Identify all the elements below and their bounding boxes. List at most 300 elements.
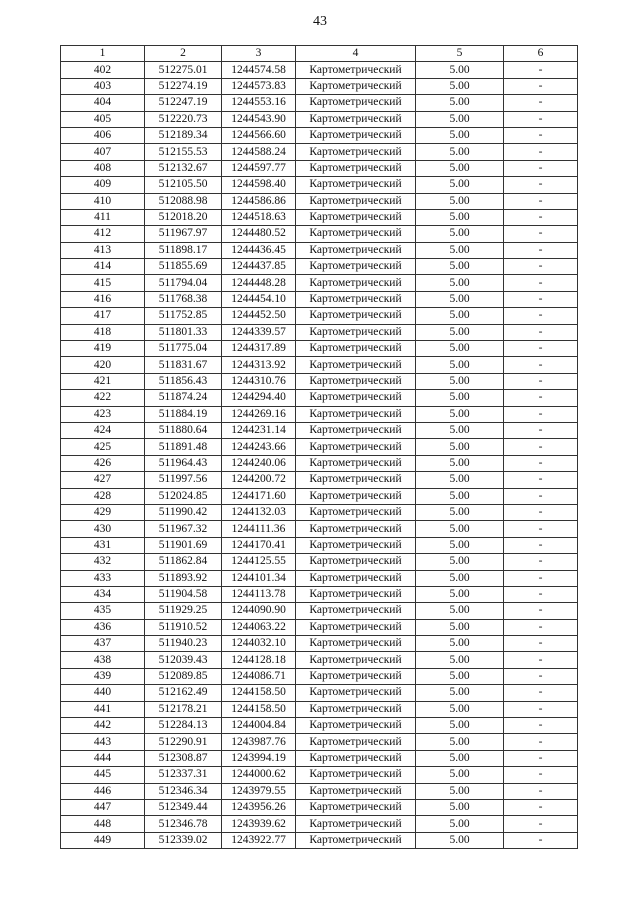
x-coordinate-cell: 511904.58 [145, 586, 222, 602]
accuracy-cell: 5.00 [416, 472, 504, 488]
accuracy-cell: 5.00 [416, 603, 504, 619]
note-cell: - [504, 373, 578, 389]
coordinates-table [60, 45, 578, 849]
x-coordinate-cell: 511775.04 [145, 341, 222, 357]
x-coordinate-cell: 512346.78 [145, 816, 222, 832]
point-number-cell: 436 [61, 619, 145, 635]
accuracy-cell: 5.00 [416, 62, 504, 78]
note-cell: - [504, 144, 578, 160]
note-cell: - [504, 570, 578, 586]
table-row [61, 718, 578, 734]
note-cell: - [504, 685, 578, 701]
table-row [61, 504, 578, 520]
x-coordinate-cell: 511901.69 [145, 537, 222, 553]
y-coordinate-cell: 1244090.90 [222, 603, 296, 619]
point-number-cell: 418 [61, 324, 145, 340]
table-row [61, 799, 578, 815]
x-coordinate-cell: 511856.43 [145, 373, 222, 389]
accuracy-cell: 5.00 [416, 259, 504, 275]
x-coordinate-cell: 511910.52 [145, 619, 222, 635]
table-row [61, 832, 578, 848]
y-coordinate-cell: 1244113.78 [222, 586, 296, 602]
x-coordinate-cell: 512247.19 [145, 95, 222, 111]
accuracy-cell: 5.00 [416, 439, 504, 455]
accuracy-cell: 5.00 [416, 291, 504, 307]
y-coordinate-cell: 1243922.77 [222, 832, 296, 848]
table-row [61, 586, 578, 602]
y-coordinate-cell: 1244480.52 [222, 226, 296, 242]
point-number-cell: 403 [61, 78, 145, 94]
y-coordinate-cell: 1244004.84 [222, 718, 296, 734]
point-number-cell: 428 [61, 488, 145, 504]
y-coordinate-cell: 1244101.34 [222, 570, 296, 586]
table-row [61, 439, 578, 455]
note-cell: - [504, 554, 578, 570]
method-cell: Картометрический [296, 209, 416, 225]
method-cell: Картометрический [296, 95, 416, 111]
method-cell: Картометрический [296, 734, 416, 750]
table-row [61, 324, 578, 340]
note-cell: - [504, 701, 578, 717]
accuracy-cell: 5.00 [416, 718, 504, 734]
table-row [61, 701, 578, 717]
x-coordinate-cell: 511940.23 [145, 636, 222, 652]
point-number-cell: 417 [61, 308, 145, 324]
y-coordinate-cell: 1244000.62 [222, 767, 296, 783]
method-cell: Картометрический [296, 308, 416, 324]
accuracy-cell: 5.00 [416, 177, 504, 193]
note-cell: - [504, 619, 578, 635]
note-cell: - [504, 439, 578, 455]
x-coordinate-cell: 512220.73 [145, 111, 222, 127]
accuracy-cell: 5.00 [416, 78, 504, 94]
point-number-cell: 444 [61, 750, 145, 766]
note-cell: - [504, 78, 578, 94]
table-row [61, 406, 578, 422]
point-number-cell: 402 [61, 62, 145, 78]
accuracy-cell: 5.00 [416, 275, 504, 291]
table-row [61, 144, 578, 160]
x-coordinate-cell: 511893.92 [145, 570, 222, 586]
x-coordinate-cell: 511967.32 [145, 521, 222, 537]
page-number: 43 [313, 14, 327, 29]
x-coordinate-cell: 512308.87 [145, 750, 222, 766]
accuracy-cell: 5.00 [416, 783, 504, 799]
table-row [61, 619, 578, 635]
accuracy-cell: 5.00 [416, 570, 504, 586]
method-cell: Картометрический [296, 111, 416, 127]
method-cell: Картометрический [296, 160, 416, 176]
method-cell: Картометрический [296, 422, 416, 438]
x-coordinate-cell: 512337.31 [145, 767, 222, 783]
x-coordinate-cell: 512089.85 [145, 668, 222, 684]
note-cell: - [504, 291, 578, 307]
point-number-cell: 432 [61, 554, 145, 570]
point-number-cell: 445 [61, 767, 145, 783]
table-row [61, 685, 578, 701]
accuracy-cell: 5.00 [416, 685, 504, 701]
table-row [61, 160, 578, 176]
note-cell: - [504, 816, 578, 832]
y-coordinate-cell: 1244448.28 [222, 275, 296, 291]
method-cell: Картометрический [296, 832, 416, 848]
accuracy-cell: 5.00 [416, 619, 504, 635]
point-number-cell: 439 [61, 668, 145, 684]
note-cell: - [504, 488, 578, 504]
point-number-cell: 419 [61, 341, 145, 357]
x-coordinate-cell: 512162.49 [145, 685, 222, 701]
accuracy-cell: 5.00 [416, 160, 504, 176]
y-coordinate-cell: 1244317.89 [222, 341, 296, 357]
note-cell: - [504, 127, 578, 143]
accuracy-cell: 5.00 [416, 701, 504, 717]
table-row [61, 275, 578, 291]
x-coordinate-cell: 512349.44 [145, 799, 222, 815]
x-coordinate-cell: 512339.02 [145, 832, 222, 848]
accuracy-cell: 5.00 [416, 636, 504, 652]
note-cell: - [504, 160, 578, 176]
accuracy-cell: 5.00 [416, 504, 504, 520]
accuracy-cell: 5.00 [416, 209, 504, 225]
x-coordinate-cell: 511990.42 [145, 504, 222, 520]
method-cell: Картометрический [296, 439, 416, 455]
x-coordinate-cell: 512290.91 [145, 734, 222, 750]
x-coordinate-cell: 512275.01 [145, 62, 222, 78]
header-col-3: 3 [222, 46, 296, 62]
note-cell: - [504, 259, 578, 275]
x-coordinate-cell: 512178.21 [145, 701, 222, 717]
note-cell: - [504, 586, 578, 602]
point-number-cell: 412 [61, 226, 145, 242]
y-coordinate-cell: 1244231.14 [222, 422, 296, 438]
method-cell: Картометрический [296, 291, 416, 307]
method-cell: Картометрический [296, 685, 416, 701]
table-row [61, 603, 578, 619]
note-cell: - [504, 275, 578, 291]
method-cell: Картометрический [296, 767, 416, 783]
x-coordinate-cell: 511964.43 [145, 455, 222, 471]
table-row [61, 636, 578, 652]
point-number-cell: 422 [61, 390, 145, 406]
point-number-cell: 404 [61, 95, 145, 111]
accuracy-cell: 5.00 [416, 422, 504, 438]
y-coordinate-cell: 1244128.18 [222, 652, 296, 668]
y-coordinate-cell: 1243939.62 [222, 816, 296, 832]
y-coordinate-cell: 1244032.10 [222, 636, 296, 652]
accuracy-cell: 5.00 [416, 554, 504, 570]
accuracy-cell: 5.00 [416, 193, 504, 209]
accuracy-cell: 5.00 [416, 652, 504, 668]
y-coordinate-cell: 1244437.85 [222, 259, 296, 275]
x-coordinate-cell: 511855.69 [145, 259, 222, 275]
note-cell: - [504, 504, 578, 520]
point-number-cell: 405 [61, 111, 145, 127]
note-cell: - [504, 390, 578, 406]
x-coordinate-cell: 511880.64 [145, 422, 222, 438]
y-coordinate-cell: 1244566.60 [222, 127, 296, 143]
note-cell: - [504, 472, 578, 488]
y-coordinate-cell: 1244436.45 [222, 242, 296, 258]
y-coordinate-cell: 1244454.10 [222, 291, 296, 307]
y-coordinate-cell: 1244294.40 [222, 390, 296, 406]
y-coordinate-cell: 1244158.50 [222, 701, 296, 717]
x-coordinate-cell: 511768.38 [145, 291, 222, 307]
table-row [61, 422, 578, 438]
table-row [61, 242, 578, 258]
point-number-cell: 410 [61, 193, 145, 209]
accuracy-cell: 5.00 [416, 586, 504, 602]
x-coordinate-cell: 511752.85 [145, 308, 222, 324]
note-cell: - [504, 242, 578, 258]
table-row [61, 750, 578, 766]
point-number-cell: 446 [61, 783, 145, 799]
table-row [61, 488, 578, 504]
method-cell: Картометрический [296, 750, 416, 766]
point-number-cell: 415 [61, 275, 145, 291]
point-number-cell: 430 [61, 521, 145, 537]
y-coordinate-cell: 1244313.92 [222, 357, 296, 373]
method-cell: Картометрический [296, 78, 416, 94]
y-coordinate-cell: 1244086.71 [222, 668, 296, 684]
method-cell: Картометрический [296, 455, 416, 471]
point-number-cell: 433 [61, 570, 145, 586]
point-number-cell: 442 [61, 718, 145, 734]
table-row [61, 668, 578, 684]
x-coordinate-cell: 512018.20 [145, 209, 222, 225]
method-cell: Картометрический [296, 636, 416, 652]
table-row [61, 357, 578, 373]
note-cell: - [504, 455, 578, 471]
method-cell: Картометрический [296, 603, 416, 619]
point-number-cell: 420 [61, 357, 145, 373]
x-coordinate-cell: 511794.04 [145, 275, 222, 291]
table-row [61, 455, 578, 471]
note-cell: - [504, 718, 578, 734]
header-col-2: 2 [145, 46, 222, 62]
x-coordinate-cell: 512105.50 [145, 177, 222, 193]
accuracy-cell: 5.00 [416, 127, 504, 143]
table-row [61, 291, 578, 307]
y-coordinate-cell: 1244574.58 [222, 62, 296, 78]
method-cell: Картометрический [296, 537, 416, 553]
accuracy-cell: 5.00 [416, 226, 504, 242]
point-number-cell: 449 [61, 832, 145, 848]
point-number-cell: 414 [61, 259, 145, 275]
method-cell: Картометрический [296, 390, 416, 406]
note-cell: - [504, 177, 578, 193]
accuracy-cell: 5.00 [416, 734, 504, 750]
method-cell: Картометрический [296, 701, 416, 717]
x-coordinate-cell: 511831.67 [145, 357, 222, 373]
x-coordinate-cell: 512284.13 [145, 718, 222, 734]
y-coordinate-cell: 1244586.86 [222, 193, 296, 209]
accuracy-cell: 5.00 [416, 357, 504, 373]
note-cell: - [504, 521, 578, 537]
point-number-cell: 440 [61, 685, 145, 701]
point-number-cell: 438 [61, 652, 145, 668]
y-coordinate-cell: 1243979.55 [222, 783, 296, 799]
accuracy-cell: 5.00 [416, 799, 504, 815]
method-cell: Картометрический [296, 373, 416, 389]
note-cell: - [504, 652, 578, 668]
table-row [61, 259, 578, 275]
note-cell: - [504, 357, 578, 373]
header-col-6: 6 [504, 46, 578, 62]
point-number-cell: 448 [61, 816, 145, 832]
table-row [61, 472, 578, 488]
accuracy-cell: 5.00 [416, 406, 504, 422]
header-col-4: 4 [296, 46, 416, 62]
method-cell: Картометрический [296, 521, 416, 537]
point-number-cell: 434 [61, 586, 145, 602]
table-row [61, 783, 578, 799]
note-cell: - [504, 799, 578, 815]
header-col-1: 1 [61, 46, 145, 62]
x-coordinate-cell: 512346.34 [145, 783, 222, 799]
table-row [61, 390, 578, 406]
method-cell: Картометрический [296, 341, 416, 357]
x-coordinate-cell: 511929.25 [145, 603, 222, 619]
x-coordinate-cell: 511898.17 [145, 242, 222, 258]
table-row [61, 193, 578, 209]
table-row [61, 537, 578, 553]
method-cell: Картометрический [296, 177, 416, 193]
y-coordinate-cell: 1244200.72 [222, 472, 296, 488]
y-coordinate-cell: 1244588.24 [222, 144, 296, 160]
x-coordinate-cell: 512039.43 [145, 652, 222, 668]
point-number-cell: 411 [61, 209, 145, 225]
point-number-cell: 437 [61, 636, 145, 652]
note-cell: - [504, 95, 578, 111]
note-cell: - [504, 734, 578, 750]
x-coordinate-cell: 511967.97 [145, 226, 222, 242]
method-cell: Картометрический [296, 799, 416, 815]
x-coordinate-cell: 511891.48 [145, 439, 222, 455]
y-coordinate-cell: 1244171.60 [222, 488, 296, 504]
accuracy-cell: 5.00 [416, 767, 504, 783]
note-cell: - [504, 767, 578, 783]
point-number-cell: 429 [61, 504, 145, 520]
note-cell: - [504, 537, 578, 553]
table-row [61, 177, 578, 193]
x-coordinate-cell: 512132.67 [145, 160, 222, 176]
method-cell: Картометрический [296, 275, 416, 291]
x-coordinate-cell: 512024.85 [145, 488, 222, 504]
table-row [61, 226, 578, 242]
note-cell: - [504, 209, 578, 225]
note-cell: - [504, 422, 578, 438]
method-cell: Картометрический [296, 783, 416, 799]
accuracy-cell: 5.00 [416, 816, 504, 832]
note-cell: - [504, 341, 578, 357]
y-coordinate-cell: 1244132.03 [222, 504, 296, 520]
note-cell: - [504, 111, 578, 127]
note-cell: - [504, 603, 578, 619]
method-cell: Картометрический [296, 226, 416, 242]
y-coordinate-cell: 1244243.66 [222, 439, 296, 455]
point-number-cell: 406 [61, 127, 145, 143]
table-row [61, 570, 578, 586]
accuracy-cell: 5.00 [416, 144, 504, 160]
point-number-cell: 407 [61, 144, 145, 160]
point-number-cell: 435 [61, 603, 145, 619]
point-number-cell: 425 [61, 439, 145, 455]
point-number-cell: 443 [61, 734, 145, 750]
x-coordinate-cell: 512189.34 [145, 127, 222, 143]
note-cell: - [504, 668, 578, 684]
accuracy-cell: 5.00 [416, 390, 504, 406]
method-cell: Картометрический [296, 586, 416, 602]
x-coordinate-cell: 511884.19 [145, 406, 222, 422]
x-coordinate-cell: 511801.33 [145, 324, 222, 340]
note-cell: - [504, 406, 578, 422]
accuracy-cell: 5.00 [416, 242, 504, 258]
accuracy-cell: 5.00 [416, 95, 504, 111]
y-coordinate-cell: 1244543.90 [222, 111, 296, 127]
point-number-cell: 409 [61, 177, 145, 193]
point-number-cell: 413 [61, 242, 145, 258]
point-number-cell: 421 [61, 373, 145, 389]
y-coordinate-cell: 1244111.36 [222, 521, 296, 537]
accuracy-cell: 5.00 [416, 111, 504, 127]
method-cell: Картометрический [296, 504, 416, 520]
accuracy-cell: 5.00 [416, 488, 504, 504]
point-number-cell: 423 [61, 406, 145, 422]
method-cell: Картометрический [296, 259, 416, 275]
method-cell: Картометрический [296, 652, 416, 668]
method-cell: Картометрический [296, 127, 416, 143]
table-row [61, 62, 578, 78]
method-cell: Картометрический [296, 488, 416, 504]
y-coordinate-cell: 1244310.76 [222, 373, 296, 389]
method-cell: Картометрический [296, 324, 416, 340]
table-row [61, 209, 578, 225]
y-coordinate-cell: 1244125.55 [222, 554, 296, 570]
method-cell: Картометрический [296, 718, 416, 734]
point-number-cell: 424 [61, 422, 145, 438]
accuracy-cell: 5.00 [416, 521, 504, 537]
y-coordinate-cell: 1244597.77 [222, 160, 296, 176]
table-row [61, 111, 578, 127]
y-coordinate-cell: 1244573.83 [222, 78, 296, 94]
table-row [61, 554, 578, 570]
header-col-5: 5 [416, 46, 504, 62]
point-number-cell: 427 [61, 472, 145, 488]
accuracy-cell: 5.00 [416, 750, 504, 766]
table-row [61, 734, 578, 750]
x-coordinate-cell: 511862.84 [145, 554, 222, 570]
method-cell: Картометрический [296, 193, 416, 209]
method-cell: Картометрический [296, 62, 416, 78]
y-coordinate-cell: 1244598.40 [222, 177, 296, 193]
y-coordinate-cell: 1244170.41 [222, 537, 296, 553]
accuracy-cell: 5.00 [416, 341, 504, 357]
y-coordinate-cell: 1244063.22 [222, 619, 296, 635]
y-coordinate-cell: 1244339.57 [222, 324, 296, 340]
table-row [61, 521, 578, 537]
point-number-cell: 447 [61, 799, 145, 815]
y-coordinate-cell: 1243956.26 [222, 799, 296, 815]
table-row [61, 373, 578, 389]
y-coordinate-cell: 1244269.16 [222, 406, 296, 422]
method-cell: Картометрический [296, 472, 416, 488]
y-coordinate-cell: 1243987.76 [222, 734, 296, 750]
point-number-cell: 441 [61, 701, 145, 717]
y-coordinate-cell: 1244158.50 [222, 685, 296, 701]
method-cell: Картометрический [296, 357, 416, 373]
method-cell: Картометрический [296, 406, 416, 422]
table-row [61, 816, 578, 832]
